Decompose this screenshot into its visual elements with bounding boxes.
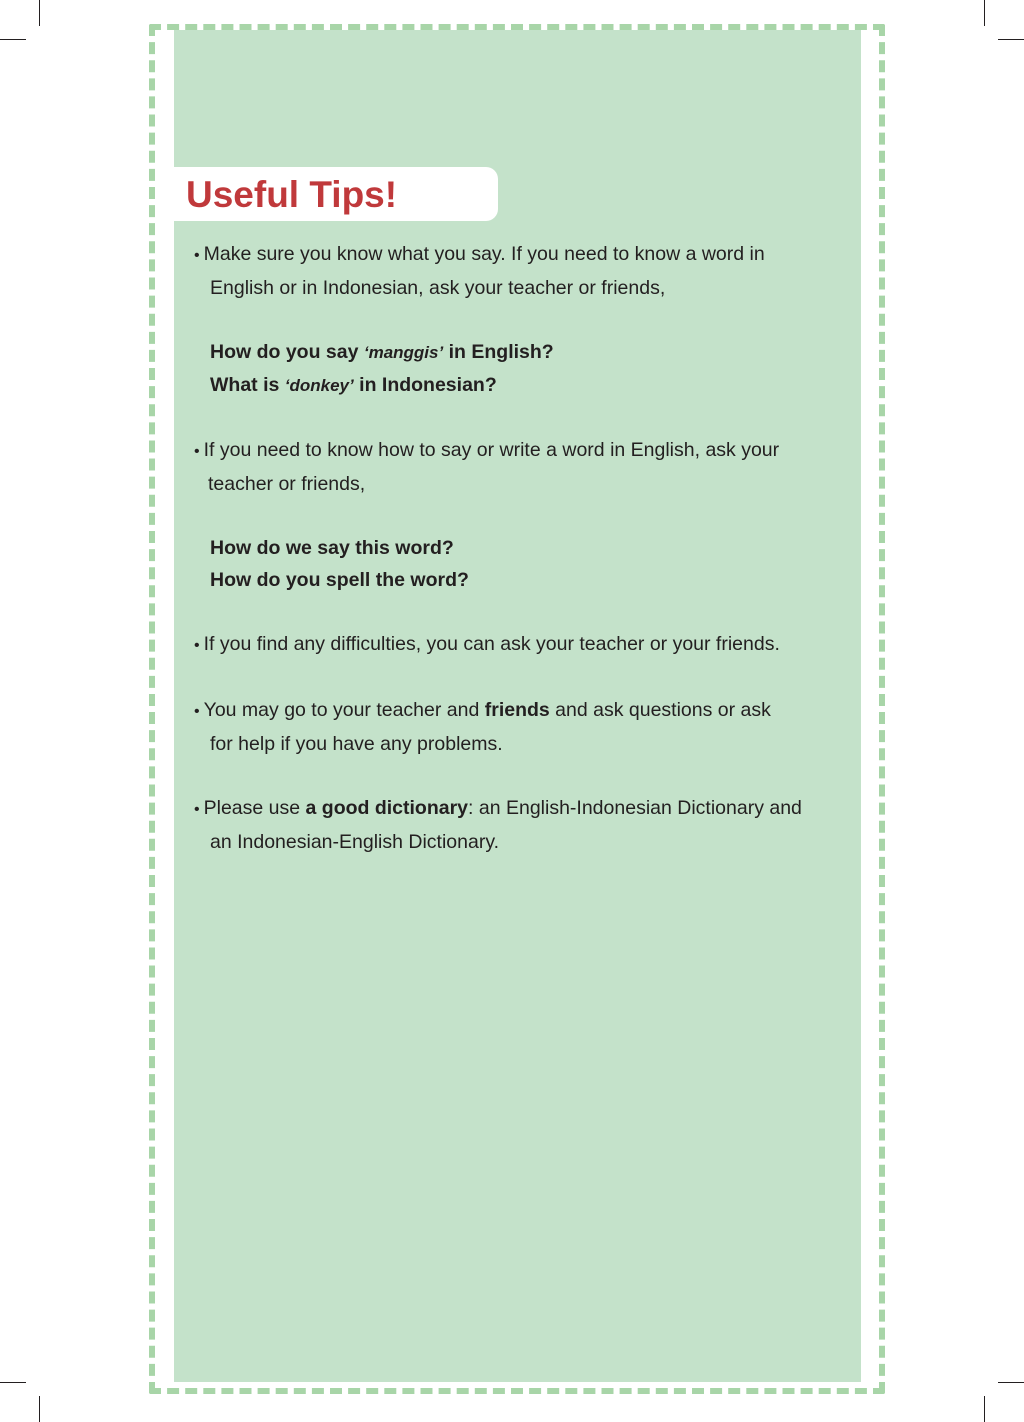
bullet-icon: •: [194, 801, 200, 818]
tip-line: [194, 238, 854, 272]
example-word: ‘manggis’: [363, 343, 444, 362]
crop-mark-bottom-left-v: [39, 1396, 40, 1422]
tip-text: If you need to know how to say or write a word in English, ask your: [203, 439, 780, 461]
bullet-icon: •: [194, 247, 200, 264]
tip-item: [194, 628, 854, 662]
tip-item: [194, 434, 854, 596]
tip-text: for help if you have any problems.: [210, 733, 503, 755]
example-question: How do we say this word?: [210, 537, 454, 559]
tip-text: teacher or friends,: [208, 473, 366, 495]
tips-list: [194, 238, 854, 858]
bullet-icon: •: [194, 703, 200, 720]
tip-text: English or in Indonesian, ask your teacher or friends,: [210, 277, 666, 299]
tip-line: [194, 434, 854, 468]
crop-mark-top-left-h: [0, 39, 26, 40]
bullet-icon: •: [194, 443, 200, 460]
example-questions: [194, 336, 854, 402]
example-questions: [194, 532, 854, 596]
crop-mark-bottom-left-h: [0, 1382, 26, 1383]
tip-item: [194, 792, 854, 858]
example-question: How do you say ‘manggis’ in English?: [210, 341, 554, 363]
example-question: How do you spell the word?: [210, 569, 469, 591]
tip-text: an Indonesian-English Dictionary.: [210, 831, 500, 853]
crop-mark-bottom-right-v: [984, 1396, 985, 1422]
example-question: What is ‘donkey’ in Indonesian?: [210, 374, 497, 396]
tip-text: If you find any difficulties, you can ask your teacher or your friends.: [203, 633, 780, 655]
crop-mark-top-right-h: [998, 39, 1024, 40]
tip-item: [194, 238, 854, 402]
crop-mark-bottom-right-h: [998, 1382, 1024, 1383]
emphasis-text: a good dictionary: [305, 797, 469, 819]
crop-mark-top-right-v: [984, 0, 985, 26]
tip-line: • Please use a good dictionary: an English-Indonesian Dictionary and: [194, 792, 854, 826]
example-word: ‘donkey’: [284, 376, 354, 395]
bullet-icon: •: [194, 637, 200, 654]
page-title: Useful Tips!: [186, 174, 398, 215]
tip-line: • You may go to your teacher and friends and ask questions or ask: [194, 694, 854, 728]
tip-text: Make sure you know what you say. If you need to know a word in: [203, 243, 765, 265]
crop-mark-top-left-v: [39, 0, 40, 26]
emphasis-text: friends: [484, 699, 550, 721]
tip-line: [194, 628, 854, 662]
tip-item: [194, 694, 854, 760]
